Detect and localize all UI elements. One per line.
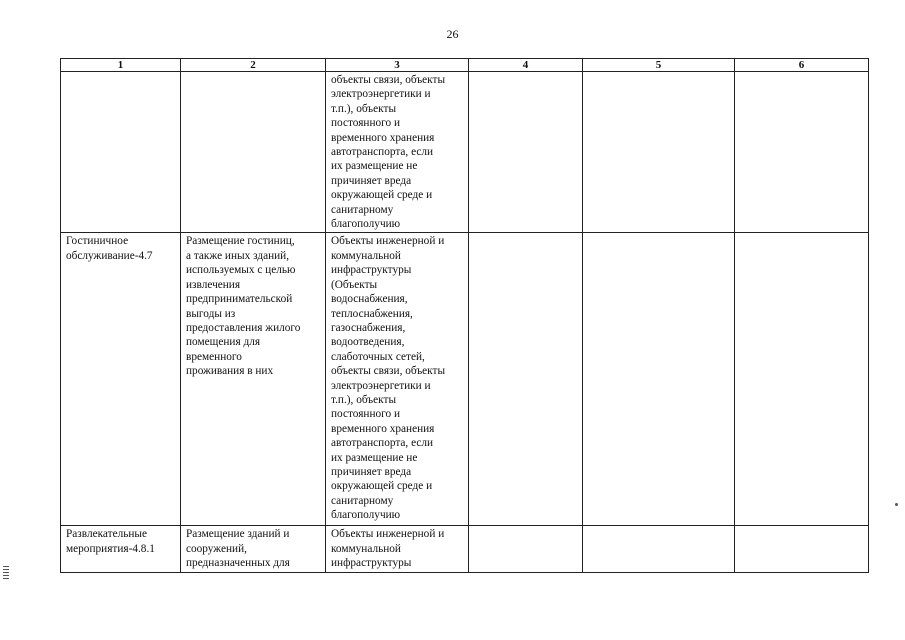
row-1-description [181, 72, 326, 233]
row-1-col-5 [583, 72, 735, 233]
row-1-col-6 [735, 72, 869, 233]
land-use-table [60, 58, 869, 573]
row-2-col-5 [583, 233, 735, 526]
table-row [61, 233, 869, 526]
row-3-col-5 [583, 526, 735, 572]
row-2-auxiliary-uses: Объекты инженерной и коммунальной инфраструктуры (Объекты водоснабжения, теплоснабжения, газоснабжения, водоотведения, слаботочных сетей, объекты связи, объекты электроэнергетики и т.п.), объекты постоянного и временного хранения автотранспорта, если их размещение не причиняет вреда окружающей среде и санитарному благополучию [326, 233, 469, 526]
row-3-col-4 [469, 526, 583, 572]
row-2-use-type: Гостиничное обслуживание-4.7 [61, 233, 181, 526]
column-header-3: 3 [326, 59, 469, 72]
scan-dot-mark [895, 503, 898, 506]
row-3-auxiliary-uses: Объекты инженерной и коммунальной инфраструктуры [326, 526, 469, 572]
row-2-col-6 [735, 233, 869, 526]
row-3-use-type: Развлекательные мероприятия-4.8.1 [61, 526, 181, 572]
page-number: 26 [446, 27, 459, 41]
row-2-description: Размещение гостиниц, а также иных зданий, используемых с целью извлечения предпринимательской выгоды из предоставления жилого помещения для временного проживания в них [181, 233, 326, 526]
column-header-1: 1 [61, 59, 181, 72]
row-1-col-4 [469, 72, 583, 233]
row-2-col-4 [469, 233, 583, 526]
row-1-auxiliary-uses: объекты связи, объекты электроэнергетики и т.п.), объекты постоянного и временного хранения автотранспорта, если их размещение не причиняет вреда окружающей среде и санитарному благополучию [326, 72, 469, 233]
row-3-col-6 [735, 526, 869, 572]
table-row [61, 72, 869, 233]
column-header-5: 5 [583, 59, 735, 72]
row-1-use-type [61, 72, 181, 233]
row-3-description: Размещение зданий и сооружений, предназначенных для [181, 526, 326, 572]
column-header-2: 2 [181, 59, 326, 72]
scan-edge-mark [3, 566, 9, 580]
table-row [61, 526, 869, 572]
table-header-row [61, 59, 869, 72]
column-header-6: 6 [735, 59, 869, 72]
column-header-4: 4 [469, 59, 583, 72]
